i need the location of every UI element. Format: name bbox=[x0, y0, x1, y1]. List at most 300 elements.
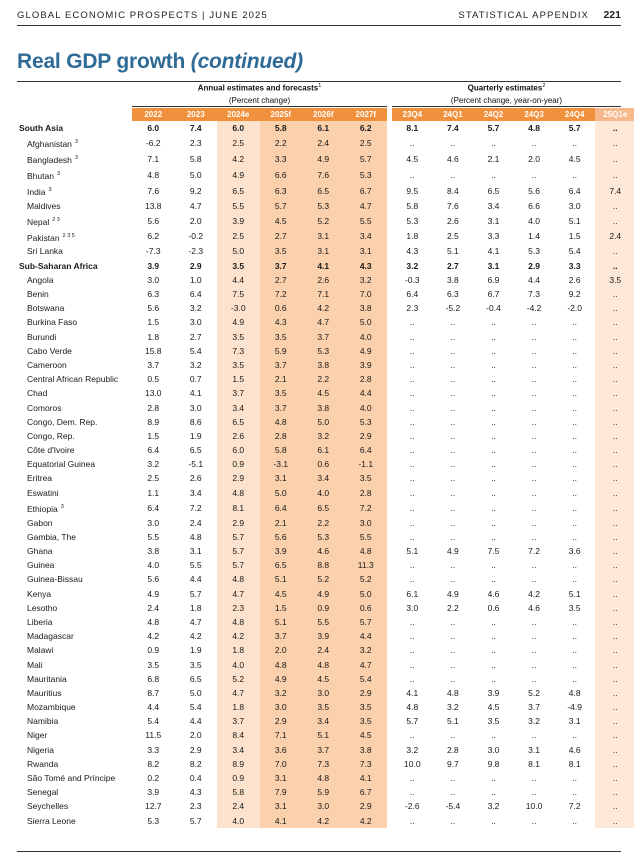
row-label bbox=[17, 457, 132, 471]
quarterly-value: .. bbox=[491, 445, 496, 456]
quarterly-value: -2.0 bbox=[567, 303, 582, 314]
quarterly-value: 5.7 bbox=[406, 716, 419, 727]
row-label bbox=[17, 500, 132, 516]
footnote-marker: 3 bbox=[60, 503, 64, 510]
annual-value: 2.4 bbox=[302, 643, 345, 657]
quarterly-value: .. bbox=[572, 473, 578, 484]
annual-value: 2.6 bbox=[302, 273, 345, 287]
quarterly-value: .. bbox=[531, 730, 537, 741]
annual-value: 3.5 bbox=[260, 244, 303, 258]
country-row bbox=[17, 530, 634, 544]
quarterly-value: .. bbox=[595, 372, 634, 386]
quarterly-value: .. bbox=[450, 416, 456, 427]
annual-value: 3.5 bbox=[189, 659, 202, 670]
row-label bbox=[17, 315, 132, 329]
annual-value: 4.0 bbox=[345, 400, 388, 414]
footnote-marker: 2 3 bbox=[52, 216, 60, 223]
quarterly-value: .. bbox=[595, 629, 634, 643]
annual-value: 8.9 bbox=[217, 757, 260, 771]
quarterly-value: 3.5 bbox=[595, 273, 634, 287]
quarterly-value: 9.8 bbox=[487, 758, 500, 769]
quarterly-value: .. bbox=[531, 631, 537, 642]
quarterly-value: .. bbox=[491, 459, 496, 470]
country-name: Niger bbox=[27, 730, 48, 741]
annual-value: 4.3 bbox=[189, 787, 202, 798]
quarterly-value: 3.3 bbox=[568, 260, 581, 271]
annual-value: 2.4 bbox=[217, 799, 260, 813]
quarterly-group-rule bbox=[392, 106, 621, 107]
country-name: India bbox=[27, 186, 46, 197]
annual-value: 7.6 bbox=[147, 185, 160, 196]
quarterly-value: 6.9 bbox=[487, 274, 500, 285]
quarterly-value: .. bbox=[595, 743, 634, 757]
quarterly-value: .. bbox=[491, 659, 496, 670]
annual-value: 5.7 bbox=[189, 815, 202, 826]
quarter-col-header: 24Q4 bbox=[554, 108, 595, 121]
annual-value: 0.6 bbox=[260, 301, 303, 315]
annual-value: 2.0 bbox=[189, 215, 202, 226]
quarterly-value: .. bbox=[450, 487, 456, 498]
quarterly-value: .. bbox=[409, 787, 415, 798]
quarterly-value: 3.2 bbox=[406, 744, 419, 755]
country-row bbox=[17, 471, 634, 485]
annual-value: 8.2 bbox=[189, 758, 202, 769]
quarterly-value: 3.0 bbox=[568, 200, 581, 211]
country-name: Mozambique bbox=[27, 702, 76, 713]
quarterly-value: 10.0 bbox=[525, 801, 543, 812]
quarterly-value: 4.4 bbox=[528, 274, 540, 285]
quarterly-value: 3.0 bbox=[487, 744, 500, 755]
annual-value: 8.7 bbox=[147, 687, 160, 698]
annual-value: 4.9 bbox=[147, 588, 160, 599]
annual-value: 15.8 bbox=[144, 345, 162, 356]
annual-value: 0.5 bbox=[147, 374, 160, 385]
quarterly-value: .. bbox=[595, 813, 634, 827]
quarterly-value: .. bbox=[450, 517, 456, 528]
annual-value: 2.9 bbox=[217, 471, 260, 485]
quarterly-value: .. bbox=[595, 486, 634, 500]
quarterly-value: .. bbox=[409, 169, 415, 180]
country-row bbox=[17, 372, 634, 386]
country-name: Madagascar bbox=[27, 631, 74, 642]
country-name: Eswatini bbox=[27, 487, 59, 498]
annual-value: 7.2 bbox=[345, 500, 388, 516]
quarterly-value: .. bbox=[491, 487, 496, 498]
annual-value: 2.9 bbox=[345, 686, 388, 700]
annual-value: 3.7 bbox=[217, 386, 260, 400]
region-row bbox=[17, 121, 634, 135]
annual-value: 3.8 bbox=[345, 301, 388, 315]
quarterly-value: .. bbox=[595, 471, 634, 485]
annual-value: 4.8 bbox=[302, 771, 345, 785]
quarterly-value: .. bbox=[531, 517, 537, 528]
quarterly-value: 2.7 bbox=[446, 260, 459, 271]
quarterly-value: .. bbox=[491, 473, 496, 484]
quarterly-value: 3.5 bbox=[568, 602, 581, 613]
annual-value: 3.9 bbox=[302, 629, 345, 643]
country-row bbox=[17, 486, 634, 500]
quarter-col-header: 23Q4 bbox=[392, 108, 433, 121]
annual-value: 8.2 bbox=[147, 758, 160, 769]
quarterly-value: 4.3 bbox=[406, 246, 419, 257]
gdp-table bbox=[17, 108, 634, 828]
annual-value: 1.5 bbox=[260, 601, 303, 615]
annual-value: 5.3 bbox=[302, 530, 345, 544]
quarterly-value: .. bbox=[595, 400, 634, 414]
quarterly-value: -5.2 bbox=[445, 303, 461, 314]
country-name: Sri Lanka bbox=[27, 246, 63, 257]
annual-value: 5.2 bbox=[217, 672, 260, 686]
quarterly-value: 6.5 bbox=[487, 185, 500, 196]
quarterly-value: .. bbox=[572, 673, 578, 684]
quarterly-value: 4.8 bbox=[568, 687, 581, 698]
annual-value: 5.2 bbox=[302, 572, 345, 586]
quarterly-value: .. bbox=[595, 530, 634, 544]
annual-value: 4.7 bbox=[189, 616, 202, 627]
annual-value: 6.5 bbox=[302, 183, 345, 199]
quarterly-value: .. bbox=[595, 601, 634, 615]
annual-value: 4.5 bbox=[302, 672, 345, 686]
annual-value: 4.8 bbox=[345, 544, 388, 558]
row-label bbox=[17, 259, 132, 273]
quarterly-value: .. bbox=[450, 673, 456, 684]
annual-value: 2.4 bbox=[302, 135, 345, 151]
quarterly-value: 5.2 bbox=[528, 687, 540, 698]
annual-value: 4.8 bbox=[217, 572, 260, 586]
quarterly-value: .. bbox=[572, 645, 578, 656]
annual-value: 3.7 bbox=[217, 714, 260, 728]
country-name: Congo, Rep. bbox=[27, 430, 75, 441]
annual-value: 0.9 bbox=[302, 601, 345, 615]
country-row bbox=[17, 358, 634, 372]
quarterly-value: .. bbox=[409, 138, 415, 149]
quarterly-value: 4.8 bbox=[528, 123, 540, 134]
annual-value: 3.1 bbox=[260, 471, 303, 485]
quarterly-value: .. bbox=[531, 374, 537, 385]
country-name: Guinea bbox=[27, 560, 55, 571]
country-name: Mali bbox=[27, 659, 43, 670]
annual-value: 3.2 bbox=[189, 359, 202, 370]
country-name: Afghanistan bbox=[27, 139, 72, 150]
quarterly-value: .. bbox=[572, 531, 578, 542]
annual-col-header: 2026f bbox=[302, 108, 345, 121]
quarterly-subtitle: (Percent change, year-on-year) bbox=[450, 95, 563, 105]
quarterly-value: .. bbox=[595, 457, 634, 471]
annual-value: 5.7 bbox=[217, 558, 260, 572]
country-row bbox=[17, 429, 634, 443]
quarterly-value: .. bbox=[409, 659, 415, 670]
quarterly-value: .. bbox=[595, 358, 634, 372]
quarterly-value: 4.2 bbox=[528, 588, 540, 599]
row-label bbox=[17, 672, 132, 686]
quarterly-value: .. bbox=[595, 500, 634, 516]
annual-value: -6.2 bbox=[145, 138, 161, 149]
annual-value: 3.3 bbox=[260, 151, 303, 167]
quarterly-value: .. bbox=[531, 815, 537, 826]
quarterly-value: .. bbox=[595, 329, 634, 343]
annual-value: 6.7 bbox=[345, 183, 388, 199]
quarterly-value: .. bbox=[595, 315, 634, 329]
annual-value: 6.5 bbox=[260, 558, 303, 572]
quarterly-value: 4.5 bbox=[487, 702, 500, 713]
annual-value: 2.9 bbox=[260, 714, 303, 728]
annual-value: 6.4 bbox=[189, 289, 202, 299]
country-name: Ethiopia bbox=[27, 503, 58, 514]
annual-value: 8.6 bbox=[189, 416, 202, 427]
quarterly-value: .. bbox=[531, 169, 537, 180]
annual-value: 8.4 bbox=[217, 728, 260, 742]
quarterly-value: .. bbox=[450, 388, 456, 399]
table-bottom-rule bbox=[17, 851, 621, 852]
annual-value: 2.8 bbox=[147, 402, 160, 413]
annual-value: 6.3 bbox=[147, 289, 160, 299]
annual-value: 3.4 bbox=[302, 714, 345, 728]
row-label bbox=[17, 629, 132, 643]
annual-value: 2.1 bbox=[260, 372, 303, 386]
country-name: Nepal bbox=[27, 216, 50, 227]
country-row bbox=[17, 151, 634, 167]
quarterly-value: .. bbox=[531, 502, 537, 513]
quarterly-value: -0.4 bbox=[486, 303, 501, 314]
quarter-col-header: 24Q2 bbox=[473, 108, 514, 121]
annual-value: 0.9 bbox=[217, 457, 260, 471]
quarterly-value: 2.9 bbox=[528, 260, 540, 271]
country-row bbox=[17, 799, 634, 813]
annual-value: 3.3 bbox=[147, 744, 160, 755]
country-row bbox=[17, 714, 634, 728]
quarterly-value: 8.1 bbox=[528, 758, 540, 769]
annual-value: 3.7 bbox=[260, 259, 303, 273]
annual-value: 1.9 bbox=[189, 430, 202, 441]
row-label bbox=[17, 183, 132, 199]
quarterly-value: .. bbox=[531, 787, 537, 798]
country-row bbox=[17, 500, 634, 516]
country-name: Bangladesh bbox=[27, 154, 72, 165]
annual-value: 4.7 bbox=[217, 586, 260, 600]
quarterly-value: .. bbox=[531, 574, 537, 585]
annual-value: -2.3 bbox=[188, 246, 204, 257]
blank-header bbox=[17, 108, 132, 121]
annual-value: 3.9 bbox=[217, 213, 260, 229]
annual-value: 4.8 bbox=[217, 615, 260, 629]
quarterly-value: .. bbox=[409, 388, 415, 399]
annual-value: 2.9 bbox=[345, 429, 388, 443]
quarterly-value: 4.5 bbox=[568, 153, 581, 164]
quarterly-value: .. bbox=[572, 445, 578, 456]
row-label bbox=[17, 244, 132, 258]
quarterly-value: .. bbox=[595, 259, 634, 273]
row-label bbox=[17, 728, 132, 742]
quarterly-value: .. bbox=[409, 502, 415, 513]
annual-value: 2.1 bbox=[260, 516, 303, 530]
annual-title: Annual estimates and forecasts bbox=[197, 83, 319, 93]
quarterly-value: .. bbox=[595, 135, 634, 151]
annual-value: 4.8 bbox=[260, 657, 303, 671]
annual-value: 4.1 bbox=[345, 771, 388, 785]
annual-value: 4.8 bbox=[302, 657, 345, 671]
quarterly-value: 6.3 bbox=[446, 289, 459, 299]
annual-value: 3.2 bbox=[189, 303, 202, 314]
quarterly-value: .. bbox=[531, 560, 537, 571]
quarterly-value: 3.4 bbox=[487, 200, 500, 211]
country-row bbox=[17, 586, 634, 600]
quarterly-value: 5.6 bbox=[528, 185, 540, 196]
quarterly-value: .. bbox=[409, 345, 415, 356]
quarterly-value: 6.7 bbox=[487, 289, 500, 299]
annual-value: 3.0 bbox=[302, 799, 345, 813]
annual-value: 4.7 bbox=[345, 199, 388, 213]
annual-value: 4.9 bbox=[302, 151, 345, 167]
quarterly-value: 4.1 bbox=[487, 246, 500, 257]
quarterly-value: .. bbox=[531, 445, 537, 456]
quarterly-value: .. bbox=[491, 645, 496, 656]
quarterly-value: .. bbox=[491, 517, 496, 528]
quarterly-value: .. bbox=[595, 386, 634, 400]
quarterly-value: 6.6 bbox=[528, 200, 540, 211]
quarterly-value: .. bbox=[572, 416, 578, 427]
annual-value: 4.9 bbox=[345, 344, 388, 358]
annual-value: 3.7 bbox=[260, 629, 303, 643]
annual-value: 5.0 bbox=[345, 586, 388, 600]
quarterly-value: .. bbox=[409, 560, 415, 571]
quarterly-value: .. bbox=[491, 169, 496, 180]
annual-value: 5.2 bbox=[302, 213, 345, 229]
row-label bbox=[17, 151, 132, 167]
quarterly-value: .. bbox=[595, 151, 634, 167]
quarterly-value: 8.1 bbox=[568, 758, 581, 769]
quarterly-value: 3.7 bbox=[528, 702, 540, 713]
row-label bbox=[17, 785, 132, 799]
annual-value: 7.1 bbox=[147, 153, 160, 164]
annual-value: 7.2 bbox=[260, 287, 303, 301]
country-row bbox=[17, 329, 634, 343]
quarterly-value: 5.1 bbox=[406, 546, 419, 557]
country-name: Nigeria bbox=[27, 744, 54, 755]
country-row bbox=[17, 315, 634, 329]
title-continued: (continued) bbox=[190, 50, 303, 73]
quarterly-value: .. bbox=[450, 331, 456, 342]
annual-value: 6.8 bbox=[147, 673, 160, 684]
quarterly-value: .. bbox=[595, 244, 634, 258]
annual-value: 5.8 bbox=[189, 153, 202, 164]
country-name: Seychelles bbox=[27, 801, 69, 812]
annual-value: 5.6 bbox=[147, 303, 160, 314]
annual-value: 3.7 bbox=[260, 358, 303, 372]
annual-value: 5.7 bbox=[217, 530, 260, 544]
quarterly-value: .. bbox=[531, 402, 537, 413]
quarterly-value: .. bbox=[595, 429, 634, 443]
annual-value: 4.8 bbox=[217, 486, 260, 500]
quarterly-value: .. bbox=[450, 574, 456, 585]
header-rule bbox=[17, 25, 621, 26]
quarterly-value: .. bbox=[491, 773, 496, 784]
country-row bbox=[17, 700, 634, 714]
annual-value: 5.0 bbox=[217, 244, 260, 258]
annual-value: 1.5 bbox=[147, 317, 160, 328]
quarterly-value: 7.4 bbox=[595, 183, 634, 199]
annual-value: 2.5 bbox=[147, 473, 160, 484]
annual-value: 5.4 bbox=[345, 672, 388, 686]
country-name: Gambia, The bbox=[27, 531, 76, 542]
quarterly-value: .. bbox=[531, 616, 537, 627]
quarterly-value: -2.6 bbox=[404, 801, 420, 812]
annual-value: 4.5 bbox=[260, 586, 303, 600]
quarterly-value: .. bbox=[409, 430, 415, 441]
country-name: Mauritius bbox=[27, 687, 62, 698]
annual-value: 2.7 bbox=[189, 331, 202, 342]
annual-value: 3.5 bbox=[345, 471, 388, 485]
annual-value: 2.3 bbox=[189, 138, 202, 149]
annual-value: 4.7 bbox=[345, 657, 388, 671]
row-label bbox=[17, 743, 132, 757]
annual-value: 3.8 bbox=[345, 743, 388, 757]
annual-value: 5.5 bbox=[345, 530, 388, 544]
annual-value: 5.7 bbox=[189, 588, 202, 599]
annual-value: 11.3 bbox=[345, 558, 388, 572]
row-label bbox=[17, 121, 132, 135]
annual-value: 0.9 bbox=[147, 645, 160, 656]
quarterly-value: .. bbox=[491, 730, 496, 741]
country-row bbox=[17, 672, 634, 686]
country-name: Liberia bbox=[27, 616, 53, 627]
annual-value: 4.4 bbox=[345, 386, 388, 400]
quarterly-value: .. bbox=[595, 199, 634, 213]
annual-value: 5.7 bbox=[217, 544, 260, 558]
annual-value: 3.7 bbox=[302, 743, 345, 757]
footnote-marker: 3 bbox=[56, 170, 61, 177]
country-name: Sierra Leone bbox=[27, 815, 76, 826]
quarterly-value: 4.6 bbox=[487, 588, 500, 599]
quarterly-value: .. bbox=[491, 388, 496, 399]
quarterly-value: .. bbox=[531, 773, 537, 784]
quarterly-value: 1.4 bbox=[528, 231, 540, 242]
row-label bbox=[17, 544, 132, 558]
quarterly-value: .. bbox=[572, 402, 578, 413]
row-label bbox=[17, 443, 132, 457]
quarterly-value: .. bbox=[409, 317, 415, 328]
annual-value: 5.6 bbox=[147, 215, 160, 226]
row-label bbox=[17, 615, 132, 629]
quarterly-value: .. bbox=[409, 416, 415, 427]
row-label bbox=[17, 601, 132, 615]
annual-value: 3.2 bbox=[147, 459, 160, 470]
quarterly-value: 2.5 bbox=[446, 231, 459, 242]
annual-value: 2.0 bbox=[260, 643, 303, 657]
annual-value: 4.2 bbox=[345, 813, 388, 827]
annual-value: 4.0 bbox=[147, 560, 160, 571]
annual-value: 7.4 bbox=[189, 123, 202, 134]
footnote-marker: 2 3 5 bbox=[62, 232, 75, 239]
quarterly-value: 2.8 bbox=[446, 744, 459, 755]
country-name: Eritrea bbox=[27, 473, 53, 484]
row-label bbox=[17, 799, 132, 813]
quarterly-value: 3.1 bbox=[487, 215, 500, 226]
column-header-row bbox=[17, 108, 634, 121]
quarterly-value: 5.1 bbox=[446, 716, 459, 727]
quarterly-value: 5.1 bbox=[446, 246, 459, 257]
annual-value: 13.8 bbox=[144, 200, 162, 211]
quarterly-value: .. bbox=[595, 728, 634, 742]
annual-value: 4.8 bbox=[189, 531, 202, 542]
quarterly-value: .. bbox=[491, 815, 496, 826]
quarterly-value: 2.6 bbox=[568, 274, 581, 285]
quarterly-value: -0.3 bbox=[404, 274, 420, 285]
quarterly-value: 5.4 bbox=[568, 246, 581, 257]
quarterly-value: .. bbox=[491, 560, 496, 571]
country-row bbox=[17, 757, 634, 771]
annual-value: 2.4 bbox=[147, 602, 160, 613]
annual-value: -3.0 bbox=[217, 301, 260, 315]
